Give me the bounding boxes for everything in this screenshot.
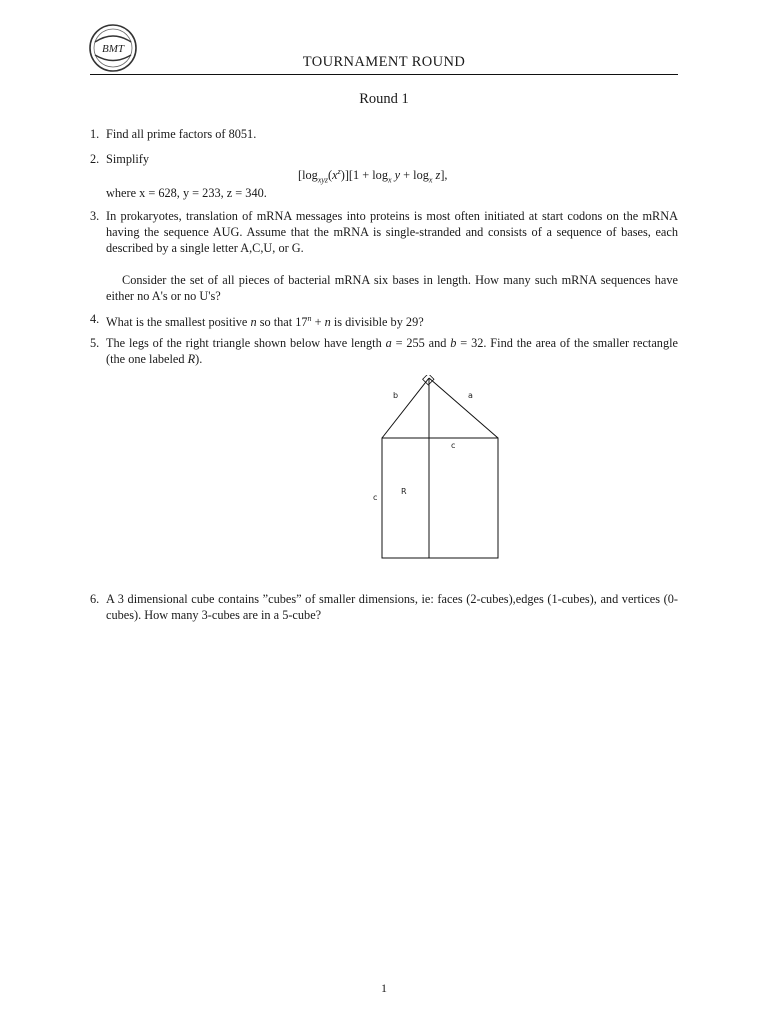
header-divider <box>90 74 678 75</box>
question-text: What is the smallest positive n so that $17^n + n$ is divisible by 29? <box>106 314 424 330</box>
question-1 <box>90 126 678 142</box>
leg-b-line <box>382 378 429 438</box>
label-b: b <box>393 391 399 400</box>
log-formula: $[\log_{xyz}(x^z)][1 + \log_x y + \log_x z]$, <box>298 167 448 185</box>
question-2-where <box>90 185 678 201</box>
question-number: 2. <box>90 152 100 166</box>
round-title: Round 1 <box>359 91 409 107</box>
label-c-left: c <box>373 493 378 502</box>
question-text: A 3 dimensional cube contains ”cubes” of smaller dimensions, ie: faces (2-cubes),edges (1-cubes), and vertices (0-cubes). How many 3-cubes are in a 5-cube? <box>106 592 678 622</box>
rectangle-triangle-diagram <box>370 375 510 565</box>
square-outline <box>382 438 498 558</box>
question-text: Find all prime factors of 8051. <box>106 127 257 141</box>
header-title: TOURNAMENT ROUND <box>302 54 466 70</box>
question-3 <box>90 208 678 304</box>
question-text: The legs of the right triangle shown below have length a = 255 and b = 32. Find the area of the smaller rectangle (the one labeled R). <box>106 336 678 366</box>
label-a: a <box>468 391 473 400</box>
leg-a-line <box>429 378 498 438</box>
question-where-text: where x = 628, y = 233, z = 340. <box>106 186 267 200</box>
question-text: In prokaryotes, translation of mRNA messages into proteins is most often initiated at start codons on the mRNA having the sequence AUG. Assume that the mRNA is single-stranded and consists of a sequence of bases, each described by a single letter A,C,U, or G. <box>106 209 678 255</box>
question-number: 4. <box>90 312 100 326</box>
question-4 <box>90 311 678 330</box>
question-number: 3. <box>90 209 100 223</box>
question-text: Simplify <box>106 152 150 166</box>
question-6 <box>90 591 678 623</box>
question-text-2: Consider the set of all pieces of bacterial mRNA six bases in length. How many such mRNA sequences have either no A's or no U's? <box>106 273 678 303</box>
logo-text: BMT <box>102 43 124 55</box>
question-number: 5. <box>90 336 100 350</box>
question-number: 1. <box>90 127 100 141</box>
label-R: R <box>401 487 407 496</box>
page-number: 1 <box>381 981 387 995</box>
label-c-top: c <box>451 441 456 450</box>
question-5 <box>90 335 678 367</box>
question-2 <box>90 151 678 167</box>
question-number: 6. <box>90 592 100 606</box>
